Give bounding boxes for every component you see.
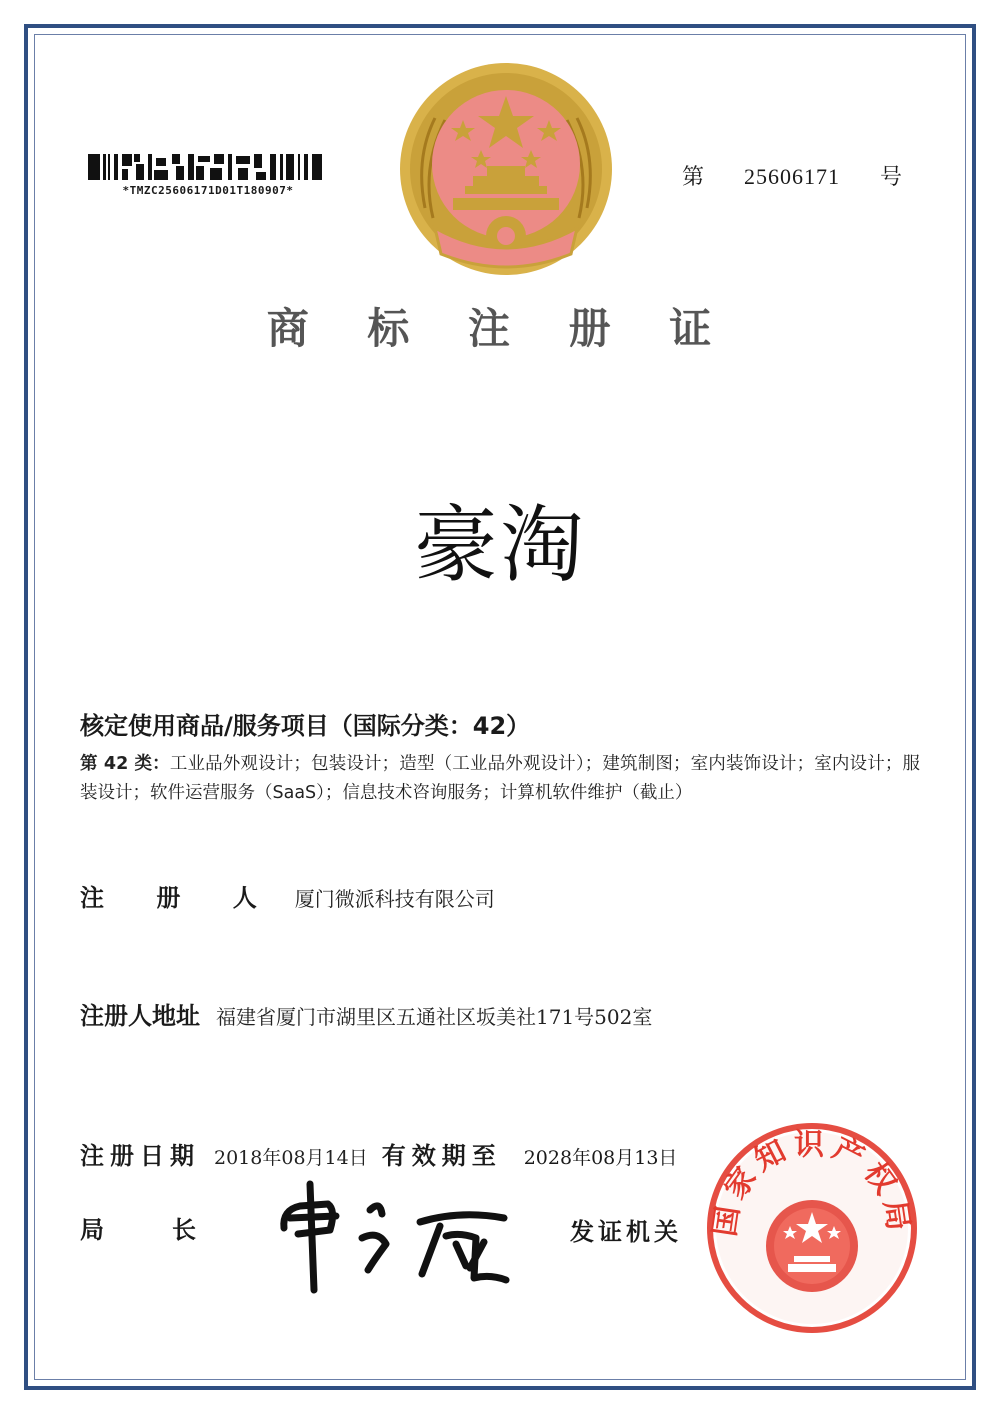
registration-date-value: 2018年08月14日 <box>214 1147 368 1169</box>
valid-until-label: 有效期至 <box>381 1142 502 1170</box>
valid-until-value: 2028年08月13日 <box>523 1147 678 1169</box>
address-row <box>80 996 652 1031</box>
registrant-label: 注 册 人 <box>80 884 279 912</box>
director-label-2: 长 <box>172 1216 196 1244</box>
issuer-label: 发证机关 <box>570 1218 682 1246</box>
dates-row <box>80 1136 677 1171</box>
national-emblem-icon <box>395 58 617 280</box>
official-seal-icon <box>702 1118 922 1338</box>
director-label-1: 局 <box>80 1216 104 1244</box>
address-value: 福建省厦门市湖里区五通社区坂美社171号502室 <box>216 1005 653 1029</box>
registrant-row <box>80 878 495 913</box>
director-label <box>80 1210 196 1245</box>
address-label: 注册人地址 <box>80 1002 200 1030</box>
trademark-name: 豪淘 <box>413 496 586 594</box>
goods-items: 工业品外观设计；包装设计；造型（工业品外观设计）；建筑制图；室内装饰设计；室内设计；服装设计；软件运营服务（SaaS）；信息技术咨询服务；计算机软件维护（截止） <box>80 754 920 803</box>
barcode-text: *TMZC25606171D01T180907* <box>122 184 294 197</box>
seal-text: 国家知识产权局 <box>707 1127 917 1239</box>
goods-class-label: 第 42 类： <box>80 754 170 774</box>
number-value: 25606171 <box>744 164 840 189</box>
barcode-block <box>86 152 330 197</box>
goods-heading: 核定使用商品/服务项目（国际分类：42） <box>80 712 531 740</box>
certificate-number <box>682 160 902 191</box>
document-title: 商 标 注 册 证 <box>266 304 734 353</box>
registration-date-label: 注册日期 <box>80 1142 200 1170</box>
goods-list <box>80 750 920 808</box>
registrant-value: 厦门微派科技有限公司 <box>294 887 495 911</box>
number-prefix: 第 <box>682 165 705 190</box>
barcode-icon <box>86 152 326 182</box>
number-suffix: 号 <box>879 165 902 190</box>
signature-icon <box>270 1170 530 1300</box>
